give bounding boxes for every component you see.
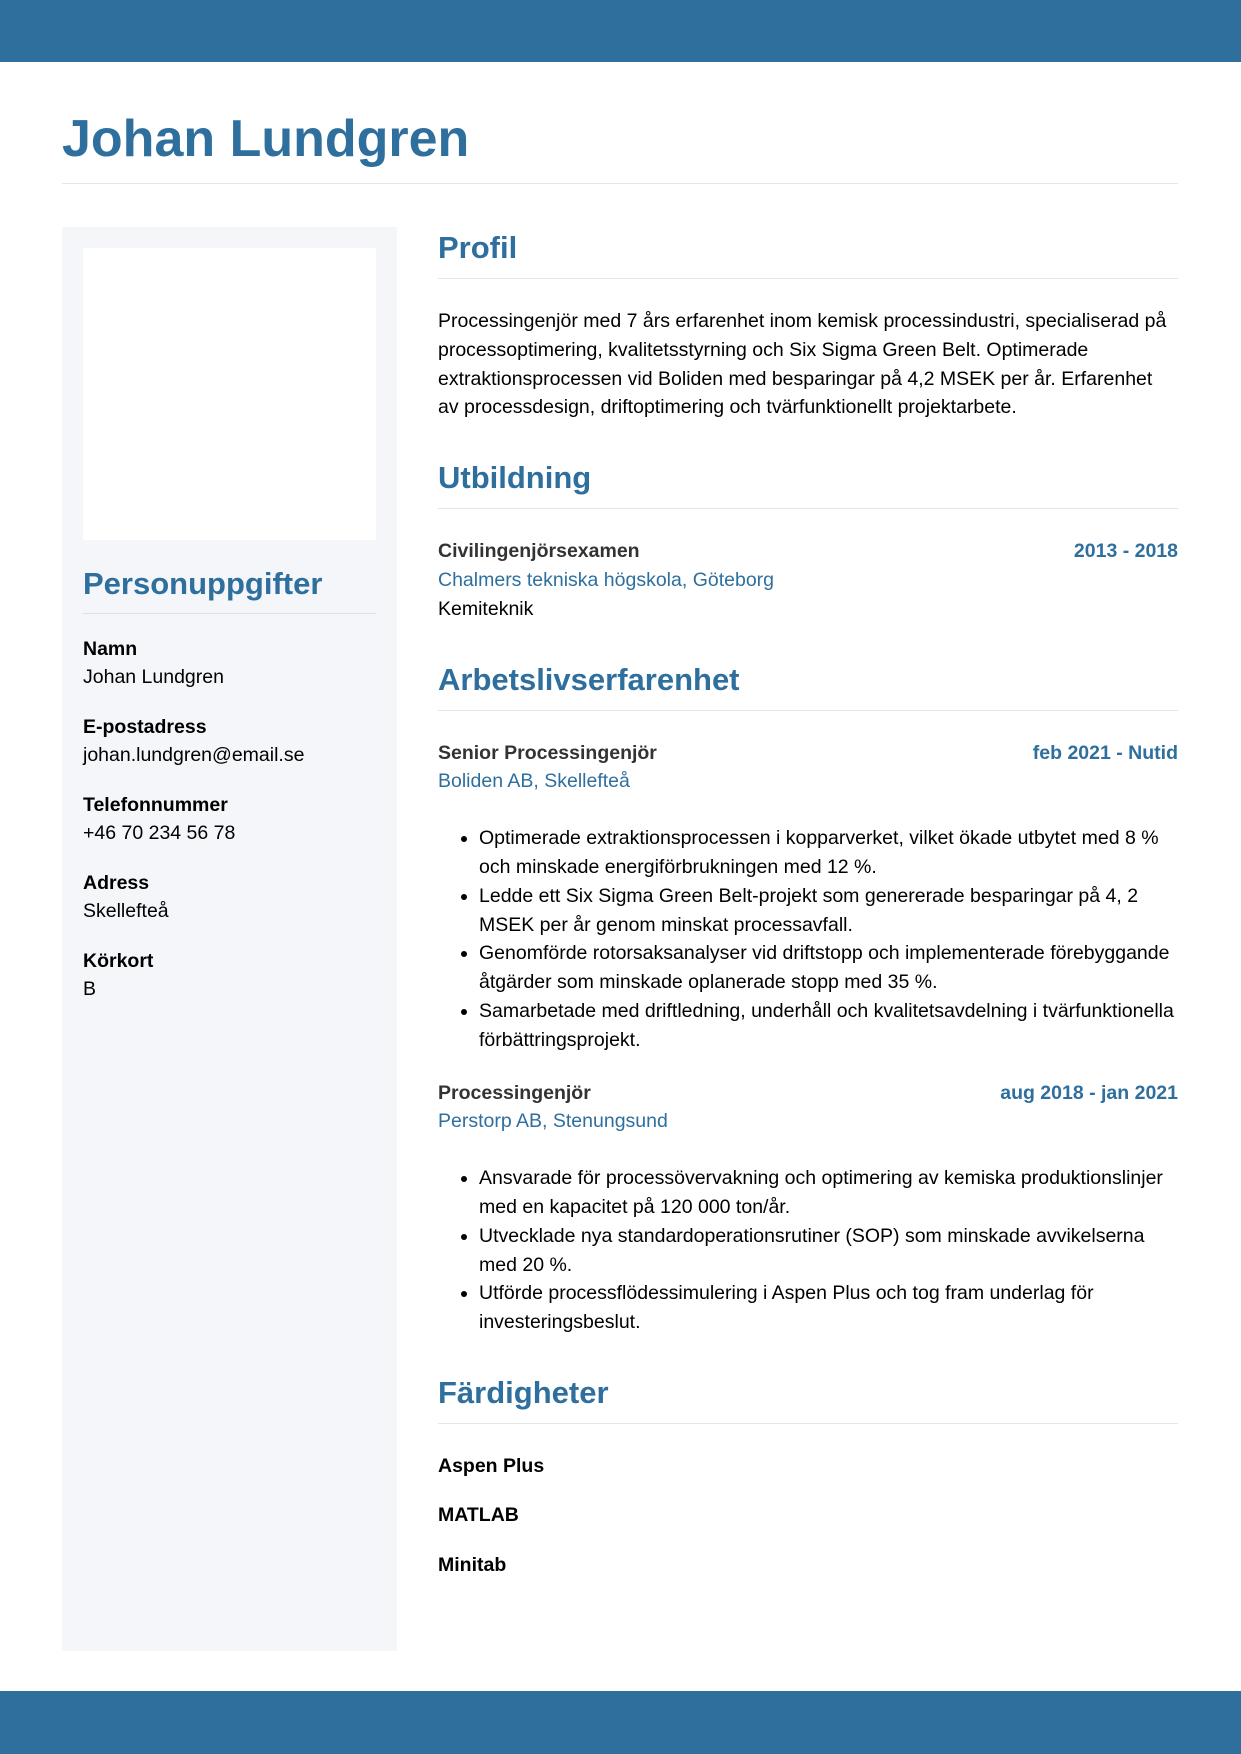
info-value: Johan Lundgren <box>83 666 224 688</box>
profile-heading: Profil <box>438 230 518 265</box>
page-title: Johan Lundgren <box>62 110 470 168</box>
profile-section <box>438 222 1178 422</box>
experience-heading: Arbetslivserfarenhet <box>438 661 740 697</box>
education-dates: 2013 - 2018 <box>1073 540 1178 563</box>
education-entry <box>438 537 1178 623</box>
info-item-email <box>83 713 376 791</box>
info-label: E-postadress <box>83 716 207 738</box>
job-entry <box>438 1079 1178 1337</box>
info-item-name <box>83 635 376 713</box>
section-divider <box>438 710 1178 711</box>
info-value: B <box>83 978 97 1000</box>
job-title: Processingenjör <box>438 1081 591 1104</box>
sidebar <box>62 227 397 1651</box>
list-item: • Ansvarade för processövervakning och optimering av kemiska produktionslinjer med en kapacitet på 120 000 ton/år. <box>479 1164 1178 1222</box>
info-item-phone <box>83 791 376 869</box>
section-divider <box>438 278 1178 279</box>
info-label: Namn <box>83 638 138 660</box>
info-label: Körkort <box>83 950 154 972</box>
skills-section <box>438 1367 1178 1601</box>
info-label: Telefonnummer <box>83 794 228 816</box>
section-divider <box>438 508 1178 509</box>
skill-item: MATLAB <box>438 1504 519 1527</box>
header-band <box>0 0 1241 62</box>
education-heading: Utbildning <box>438 460 592 496</box>
profile-text: Processingenjör med 7 års erfarenhet inom kemisk processindustri, specialiserad på processoptimering, kvalitetsstyrning och Six Sigma Green Belt. Optimerade extraktionsprocessen vid Boliden med besparingar på 4,2 MSEK per år. Erfarenhet av processdesign, driftoptimering och tvärfunktionellt projektarbete. <box>438 310 1167 419</box>
degree-title: Civilingenjörsexamen <box>438 540 640 563</box>
skill-item: Aspen Plus <box>438 1454 545 1477</box>
list-item: • Ledde ett Six Sigma Green Belt-projekt som genererade besparingar på 4, 2 MSEK per år genom minskat processavfall. <box>479 882 1178 940</box>
sidebar-divider <box>83 613 376 614</box>
list-item: • Utvecklade nya standardoperationsrutiner (SOP) som minskade avvikelserna med 20 %. <box>479 1222 1178 1280</box>
title-divider <box>62 183 1178 184</box>
section-divider <box>438 1423 1178 1424</box>
job-entry <box>438 739 1178 1055</box>
personal-info-list <box>83 635 376 1025</box>
skills-heading: Färdigheter <box>438 1374 609 1410</box>
company-name: Boliden AB, Skellefteå <box>438 770 630 793</box>
info-label: Adress <box>83 872 150 894</box>
info-value: +46 70 234 56 78 <box>83 822 236 844</box>
job-title: Senior Processingenjör <box>438 741 657 764</box>
photo-placeholder <box>83 248 376 540</box>
education-section <box>438 452 1178 623</box>
list-item: • Samarbetade med driftledning, underhåll och kvalitetsavdelning i tvärfunktionella förbättringsprojekt. <box>479 997 1178 1055</box>
company-name: Perstorp AB, Stenungsund <box>438 1110 668 1133</box>
info-value: Skellefteå <box>83 900 169 922</box>
list-item: • Optimerade extraktionsprocessen i kopparverket, vilket ökade utbytet med 8 % och minskade energiförbrukningen med 12 %. <box>479 824 1178 882</box>
personal-info-heading: Personuppgifter <box>83 566 323 601</box>
job-bullets <box>438 1164 1178 1337</box>
job-dates: feb 2021 - Nutid <box>1032 741 1178 764</box>
info-value: johan.lundgren@email.se <box>83 744 305 766</box>
list-item: • Genomförde rotorsaksanalyser vid driftstopp och implementerade förebyggande åtgärder som minskade oplanerade stopp med 35 %. <box>479 939 1178 997</box>
info-item-license <box>83 947 376 1025</box>
field-of-study: Kemiteknik <box>438 597 534 620</box>
main-content <box>438 222 1178 1600</box>
skill-item: Minitab <box>438 1553 507 1576</box>
job-bullets <box>438 824 1178 1054</box>
skills-list <box>438 1452 1178 1601</box>
info-item-address <box>83 869 376 947</box>
list-item: • Utförde processflödessimulering i Aspen Plus och tog fram underlag för investeringsbeslut. <box>479 1279 1178 1337</box>
footer-band <box>0 1691 1241 1754</box>
school-name: Chalmers tekniska högskola, Göteborg <box>438 568 775 591</box>
job-dates: aug 2018 - jan 2021 <box>1000 1081 1178 1104</box>
experience-section <box>438 654 1178 1337</box>
